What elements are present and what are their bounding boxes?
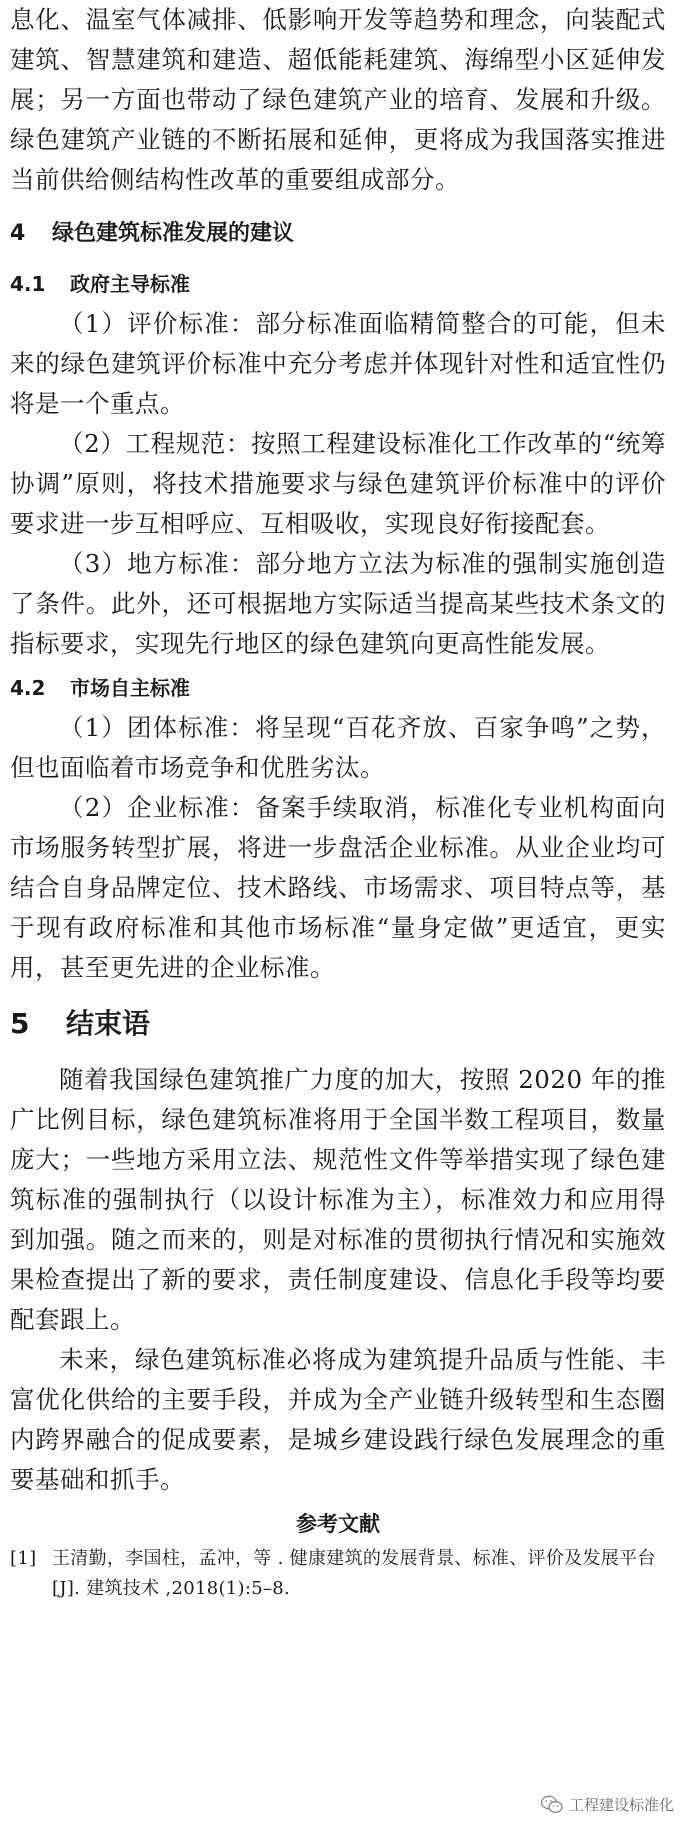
section-4-2-number: 4.2	[10, 676, 46, 700]
watermark-text: 工程建设标准化	[568, 1796, 674, 1814]
local-standard-paragraph: （3）地方标准：部分地方立法为标准的强制实施创造了条件。此外，还可根据地方实际适当提高某些技术条文的指标要求，实现先行地区的绿色建筑向更高性能发展。	[10, 549, 666, 658]
section-5-heading	[10, 1002, 666, 1046]
enterprise-standard-paragraph: （2）企业标准：备案手续取消，标准化专业机构面向市场服务转型扩展，将进一步盘活企业标准。从业企业均可结合自身品牌定位、技术路线、市场需求、项目特点等，基于现有政府标准和其他市场标准“量身定做”更适宜，更实用，甚至更先进的企业标准。	[10, 793, 666, 982]
section-4-heading	[10, 214, 666, 254]
evaluation-standard-paragraph: （1）评价标准：部分标准面临精简整合的可能，但未来的绿色建筑评价标准中充分考虑并体现针对性和适宜性仍将是一个重点。	[10, 309, 666, 418]
references-title: 参考文献	[296, 1512, 380, 1536]
conclusion-paragraph-2: 未来，绿色建筑标准必将成为建筑提升品质与性能、丰富优化供给的主要手段，并成为全产业链升级转型和生态圈内跨界融合的促成要素，是城乡建设践行绿色发展理念的重要基础和抓手。	[10, 1345, 666, 1494]
section-4-title: 绿色建筑标准发展的建议	[52, 221, 295, 246]
section-4-2-title: 市场自主标准	[70, 676, 190, 700]
section-4-number: 4	[10, 221, 26, 246]
section-5-title: 结束语	[66, 1007, 151, 1040]
group-standard-paragraph: （1）团体标准：将呈现“百花齐放、百家争鸣”之势，但也面临着市场竞争和优胜劣汰。	[10, 713, 666, 782]
section-4-1-title: 政府主导标准	[70, 272, 190, 296]
reference-text: 王清勤，李国柱，孟冲，等 . 健康建筑的发展背景、标准、评价及发展平台 [J]. 建筑技术 ,2018(1):5–8.	[52, 1548, 656, 1599]
section-4-1-number: 4.1	[10, 272, 46, 296]
section-4-1-heading	[10, 264, 666, 304]
engineering-code-paragraph: （2）工程规范：按照工程建设标准化工作改革的“统筹协调”原则，将技术措施要求与绿色建筑评价标准中的评价要求进一步互相呼应、互相吸收，实现良好衔接配套。	[10, 429, 666, 538]
reference-item	[10, 1544, 666, 1604]
reference-number: [1]	[10, 1548, 37, 1569]
conclusion-paragraph-1: 随着我国绿色建筑推广力度的加大，按照 2020 年的推广比例目标，绿色建筑标准将用于全国半数工程项目，数量庞大；一些地方采用立法、规范性文件等举措实现了绿色建筑标准的强制执行（以设计标准为主），标准效力和应用得到加强。随之而来的，则是对标准的贯彻执行情况和实施效果检查提出了新的要求，责任制度建设、信息化手段等均要配套跟上。	[10, 1065, 666, 1334]
watermark	[541, 1794, 674, 1815]
article-page	[10, 0, 666, 1604]
intro-paragraph: 息化、温室气体减排、低影响开发等趋势和理念，向装配式建筑、智慧建筑和建造、超低能耗建筑、海绵型小区延伸发展；另一方面也带动了绿色建筑产业的培育、发展和升级。绿色建筑产业链的不断拓展和延伸，更将成为我国落实推进当前供给侧结构性改革的重要组成部分。	[10, 5, 666, 194]
section-4-2-heading	[10, 668, 666, 708]
section-5-number: 5	[10, 1007, 30, 1040]
wechat-icon	[541, 1795, 563, 1814]
